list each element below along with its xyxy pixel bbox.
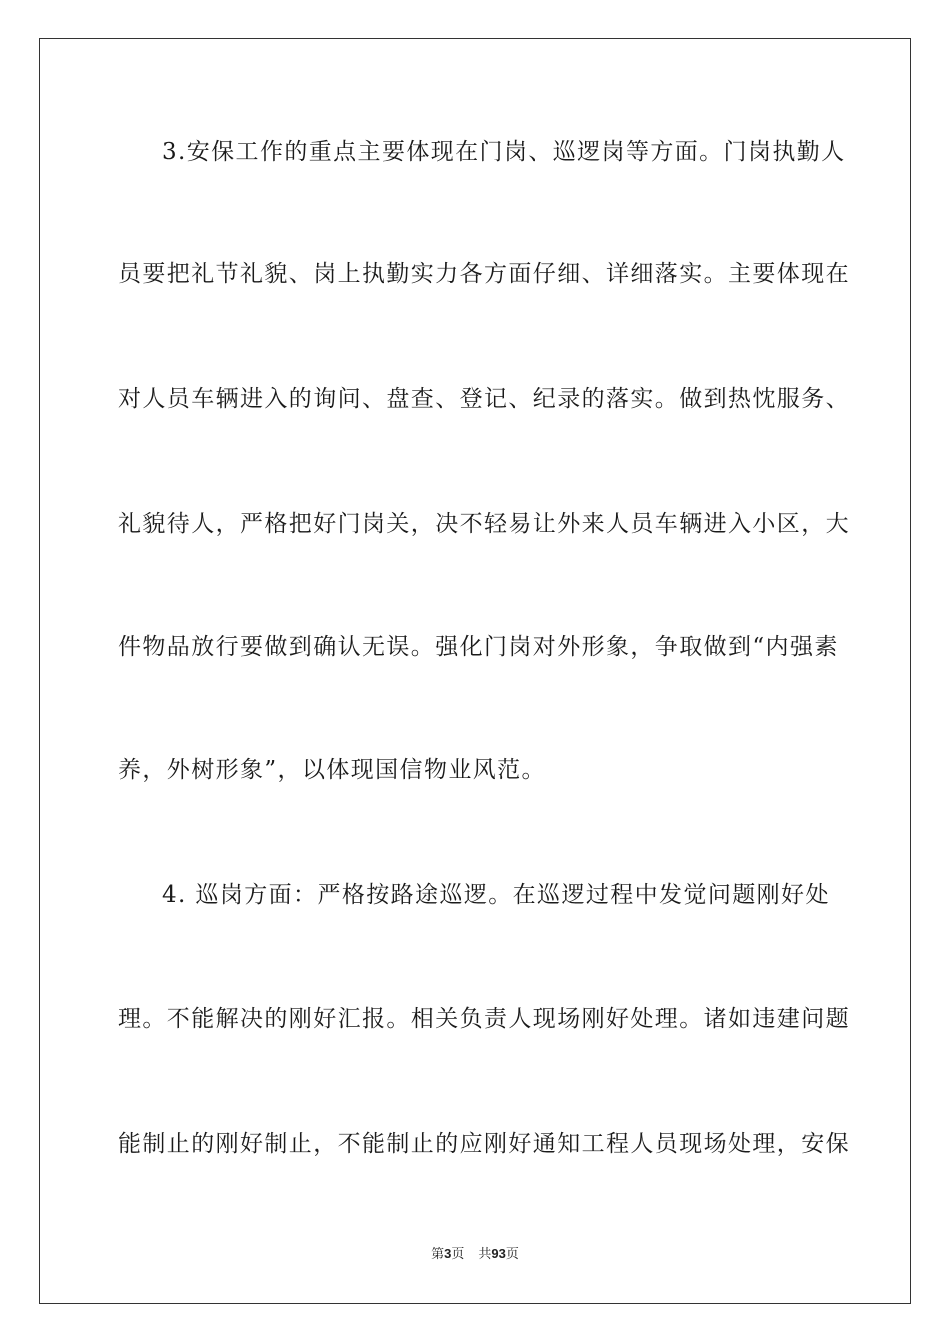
paragraph-line-7: 4. 巡岗方面：严格按路途巡逻。在巡逻过程中发觉问题刚好处 [162,882,830,908]
page-number: 3 [444,1246,452,1261]
page-prefix: 第 [431,1247,445,1262]
paragraph-line-4: 礼貌待人，严格把好门岗关，决不轻易让外来人员车辆进入小区，大 [118,511,850,537]
paragraph-line-6: 养，外树形象”，以体现国信物业风范。 [118,757,546,783]
total-pages: 93 [491,1246,506,1261]
total-suffix: 页 [505,1247,519,1262]
paragraph-line-5: 件物品放行要做到确认无误。强化门岗对外形象，争取做到“内强素 [118,634,839,660]
total-prefix: 共 [478,1247,492,1262]
paragraph-line-1: 3.安保工作的重点主要体现在门岗、巡逻岗等方面。门岗执勤人 [162,139,846,165]
paragraph-line-3: 对人员车辆进入的询问、盘查、登记、纪录的落实。做到热忱服务、 [118,386,850,412]
paragraph-line-9: 能制止的刚好制止，不能制止的应刚好通知工程人员现场处理，安保 [118,1131,850,1157]
paragraph-line-8: 理。不能解决的刚好汇报。相关负责人现场刚好处理。诸如违建问题 [118,1006,850,1032]
page-footer [0,1245,950,1264]
page-border [39,38,911,1304]
page-suffix: 页 [451,1247,465,1262]
paragraph-line-2: 员要把礼节礼貌、岗上执勤实力各方面仔细、详细落实。主要体现在 [118,261,850,287]
